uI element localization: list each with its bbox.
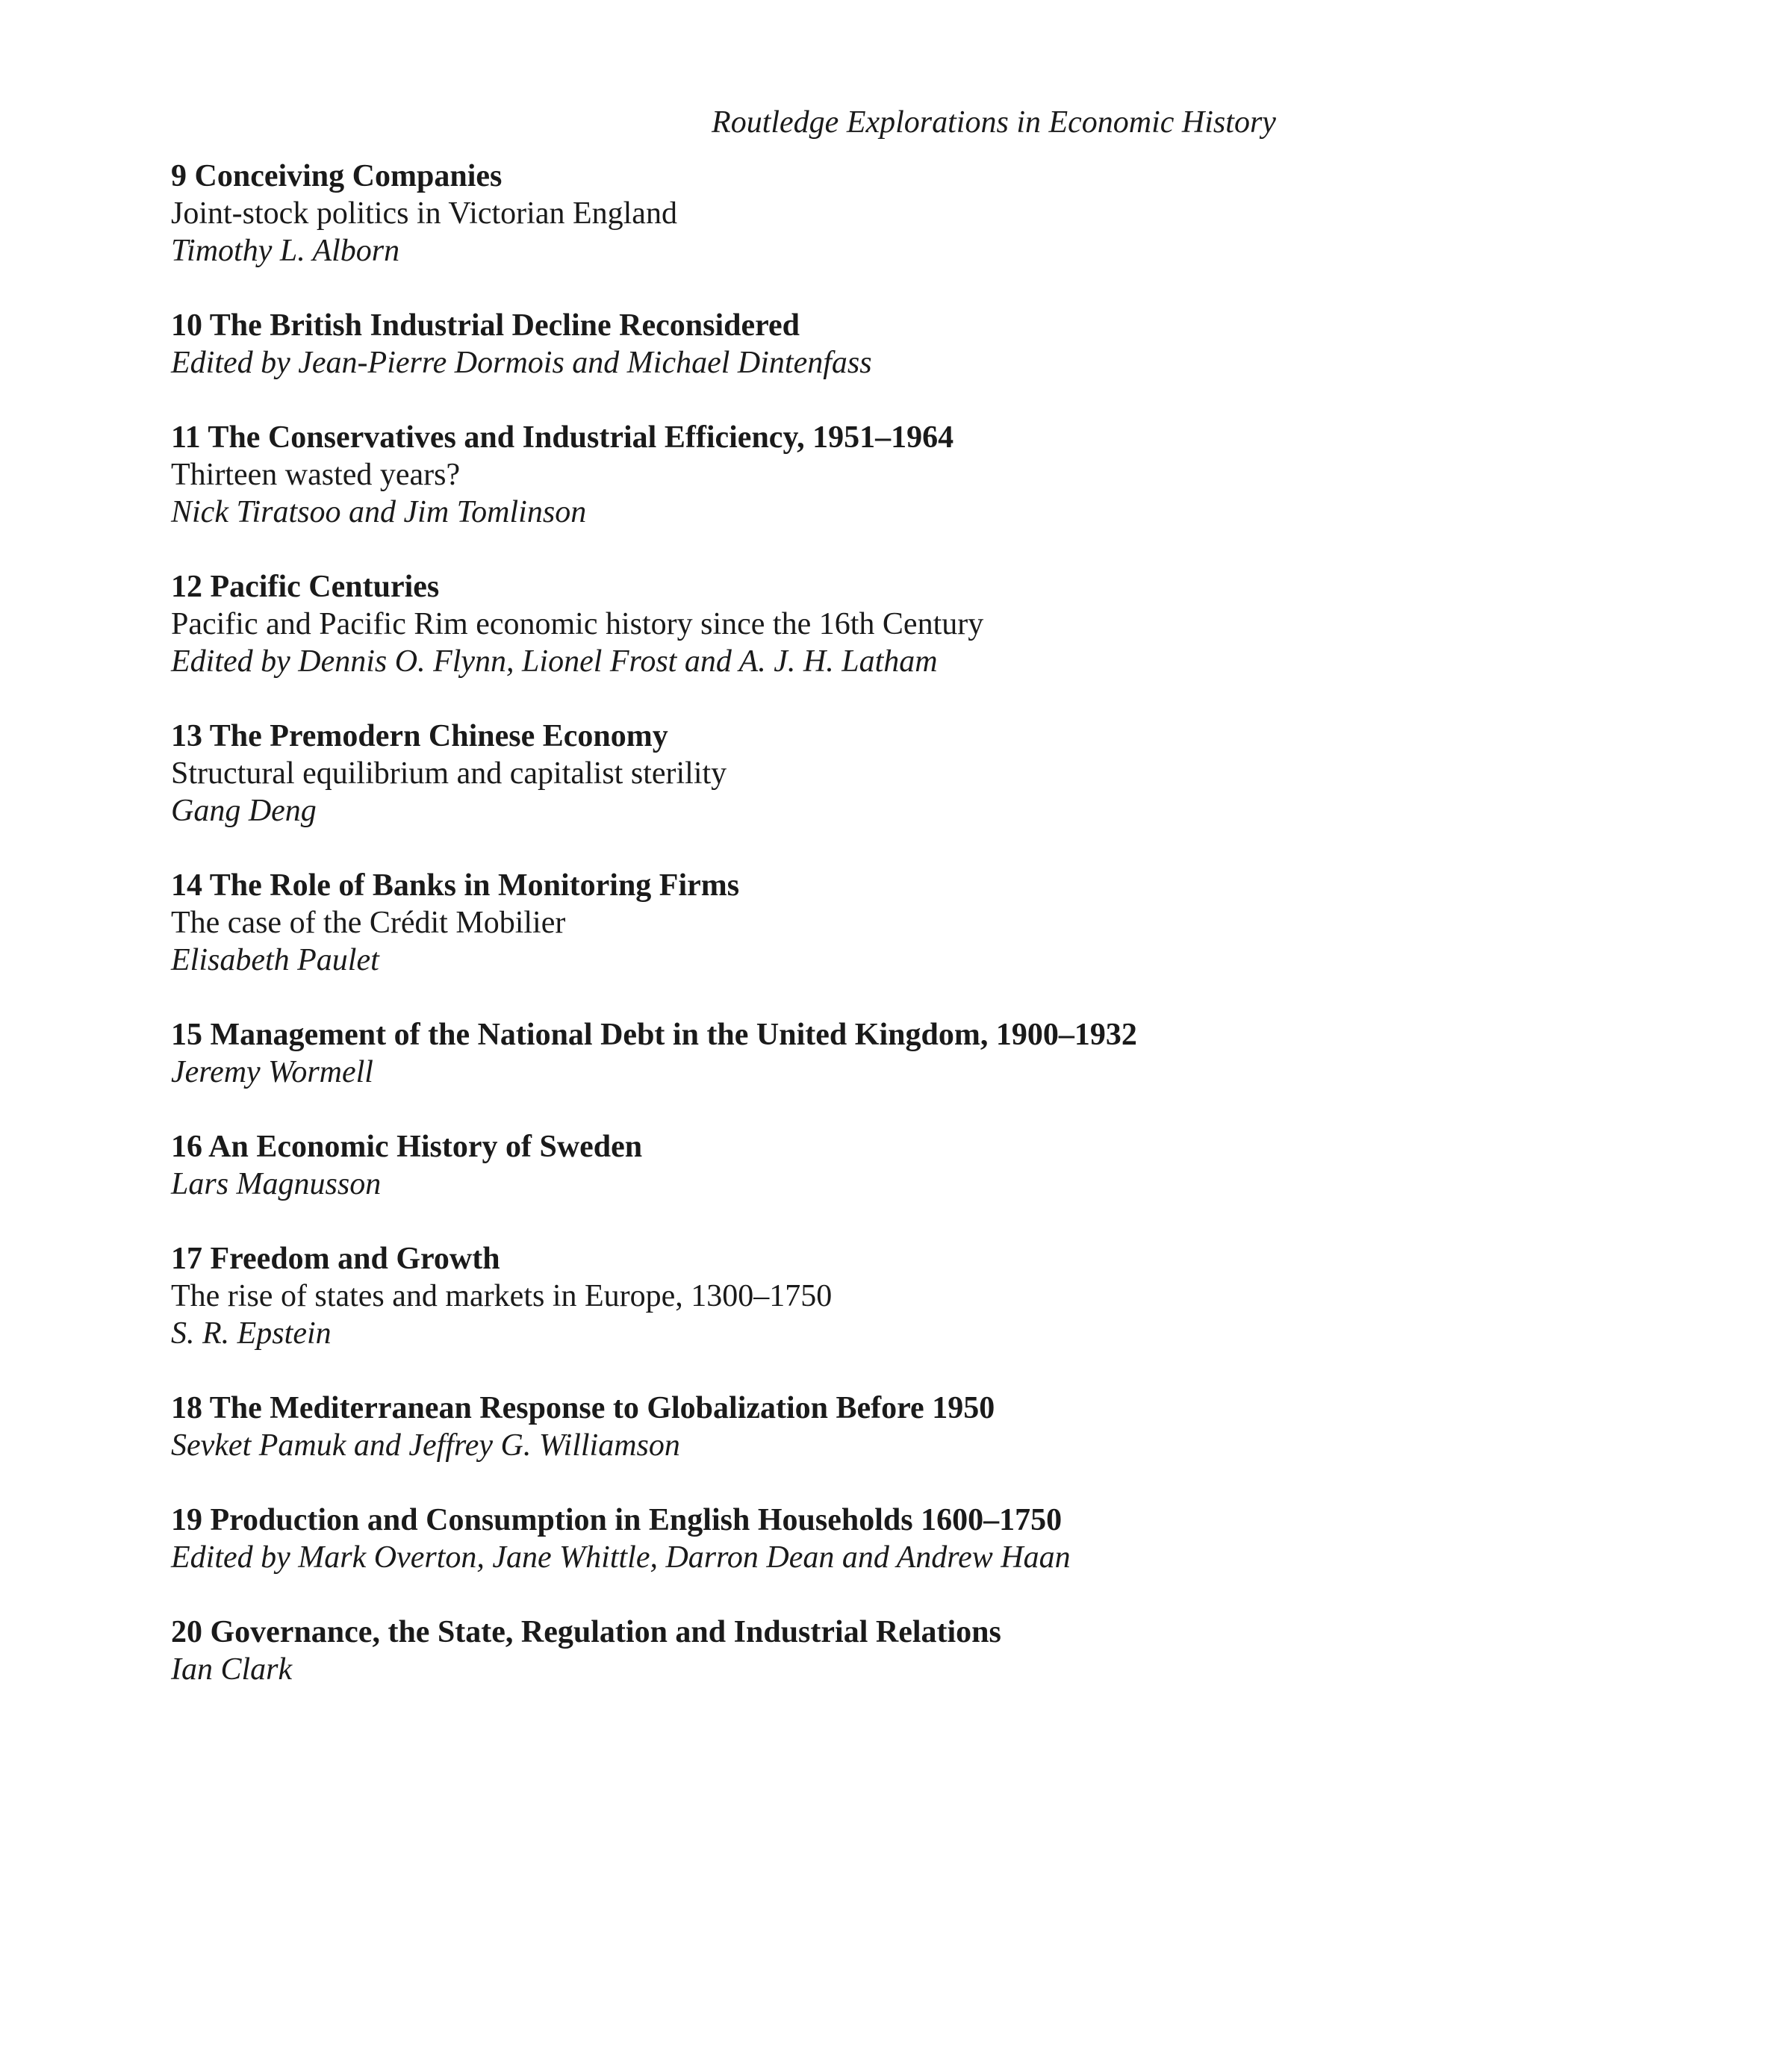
book-entry: [171, 1240, 1590, 1352]
book-author: Gang Deng: [171, 794, 317, 828]
book-author: Nick Tiratsoo and Jim Tomlinson: [171, 495, 587, 529]
book-author: Lars Magnusson: [171, 1167, 382, 1201]
book-entry: [171, 867, 1590, 979]
book-title: 17 Freedom and Growth: [171, 1242, 500, 1276]
book-title: 12 Pacific Centuries: [171, 570, 440, 604]
book-entry: [171, 1614, 1590, 1688]
book-entry: [171, 1016, 1590, 1091]
book-title: 10 The British Industrial Decline Reconsidered: [171, 308, 800, 343]
book-subtitle: The rise of states and markets in Europe, 1300–1750: [171, 1279, 833, 1313]
book-author: Ian Clark: [171, 1652, 293, 1687]
book-subtitle: Pacific and Pacific Rim economic history since the 16th Century: [171, 607, 984, 641]
book-title: 19 Production and Consumption in English Households 1600–1750: [171, 1503, 1063, 1537]
book-entry: [171, 568, 1590, 680]
book-subtitle: Thirteen wasted years?: [171, 458, 461, 492]
book-subtitle: Joint-stock politics in Victorian England: [171, 196, 677, 231]
book-author: Jeremy Wormell: [171, 1055, 373, 1089]
book-title: 20 Governance, the State, Regulation and Industrial Relations: [171, 1615, 1001, 1649]
book-author: Elisabeth Paulet: [171, 943, 379, 977]
book-title: 15 Management of the National Debt in the United Kingdom, 1900–1932: [171, 1018, 1137, 1052]
book-entry: [171, 419, 1590, 531]
book-author: Timothy L. Alborn: [171, 234, 400, 268]
book-title: 18 The Mediterranean Response to Globalization Before 1950: [171, 1391, 995, 1425]
book-author: Edited by Jean-Pierre Dormois and Michael Dintenfass: [171, 346, 872, 380]
book-author: S. R. Epstein: [171, 1316, 332, 1351]
book-title: 14 The Role of Banks in Monitoring Firms: [171, 868, 740, 903]
series-title: Routledge Explorations in Economic History: [712, 105, 1276, 140]
book-title: 16 An Economic History of Sweden: [171, 1130, 643, 1164]
book-entry: [171, 307, 1590, 382]
book-entry: [171, 1502, 1590, 1576]
book-subtitle: The case of the Crédit Mobilier: [171, 906, 566, 940]
book-author: Edited by Dennis O. Flynn, Lionel Frost and A. J. H. Latham: [171, 644, 938, 679]
book-entry: [171, 1128, 1590, 1203]
book-title: 13 The Premodern Chinese Economy: [171, 719, 668, 753]
book-author: Edited by Mark Overton, Jane Whittle, Darron Dean and Andrew Haan: [171, 1540, 1071, 1575]
book-title: 9 Conceiving Companies: [171, 159, 503, 193]
book-entry: [171, 158, 1590, 270]
book-subtitle: Structural equilibrium and capitalist sterility: [171, 756, 727, 791]
book-entry: [171, 718, 1590, 830]
book-entry: [171, 1390, 1590, 1464]
book-list: [171, 158, 1590, 1726]
book-title: 11 The Conservatives and Industrial Efficiency, 1951–1964: [171, 420, 954, 455]
book-author: Sevket Pamuk and Jeffrey G. Williamson: [171, 1428, 680, 1463]
